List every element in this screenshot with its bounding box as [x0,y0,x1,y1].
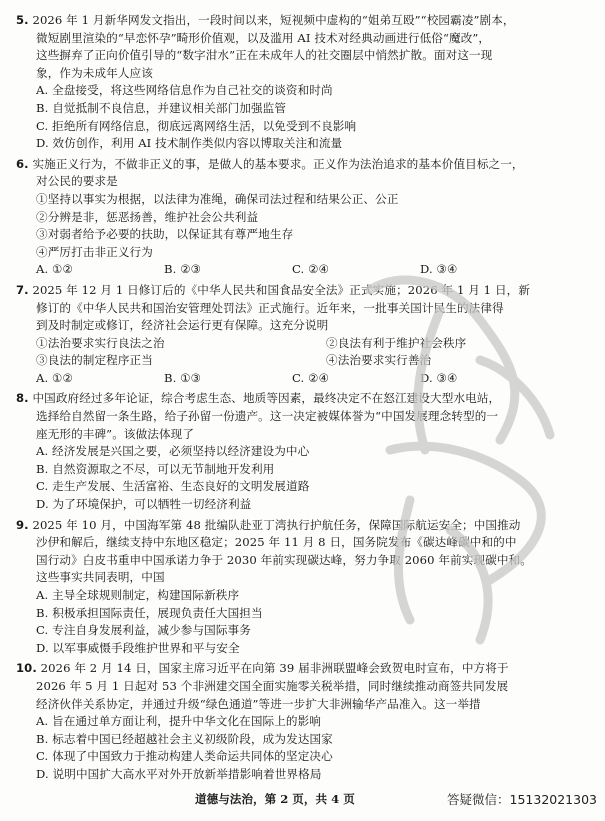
question-stem: 7. 2025 年 12 月 1 日修订后的《中华人民共和国食品安全法》正式实施；2026 年 1 月 1 日，新 [16,282,531,297]
option-d: D. ③④ [420,262,458,277]
contact-info: 答疑微信：15132021303 [447,792,597,807]
statement-2: ②良法有利于维护社会秩序 [326,335,467,350]
question-number: 7. [16,282,29,297]
option-c: C. ②④ [292,262,330,277]
statement-grid [16,335,601,370]
option-c: C. 拒绝所有网络信息，彻底远离网络生活，以免受到不良影响 [36,118,357,133]
question-stem-line: 座无形的丰碑”。该做法体现了 [36,426,195,441]
question-stem-line: 这些事实共同表明，中国 [36,570,165,585]
question-stem-line: 2026 年 5 月 1 日起对 53 个非洲建交国全面实施零关税举措，同时继续推动商签共同发展 [36,678,509,693]
question-stem: 8. 中国政府经过多年论证，综合考虑生态、地质等因素，最终决定不在怒江建设大型水电站， [16,391,501,406]
statement-3: ③对弱者给予必要的扶助，以保证其有尊严地生存 [36,227,294,242]
option-d: D. 为了环境保护，可以牺牲一切经济利益 [36,497,252,512]
question-list [16,12,601,787]
question-stem-line: 修订的《中华人民共和国治安管理处罚法》正式施行。近年来，一批事关国计民生的法律得 [36,300,504,315]
page-footer [0,791,605,811]
statement-1: ①坚持以事实为根据，以法律为准绳，确保司法过程和结果公正、公正 [36,191,399,206]
question-stem-line: 这些摒弃了正向价值引导的“数字泔水”正在未成年人的社交圈层中悄然扩散。面对这一现 [36,48,493,63]
question-7 [16,282,601,388]
statement-2: ②分辨是非，惩恶扬善，维护社会公共利益 [36,209,259,224]
statement-1: ①法治要求实行良法之治 [36,335,165,350]
option-c: C. 体现了中国致力于推动构建人类命运共同体的坚定决心 [36,749,333,764]
question-number: 8. [16,391,29,406]
question-stem-line: 沙伊和解后，继续支持中东地区稳定；2025 年 11 月 8 日，国务院发布《碳达峰碳中和的中 [36,535,517,550]
option-a: A. ①② [36,370,74,385]
option-a: A. ①② [36,262,74,277]
question-stem-line: 选择给自然留一条生路，给子孙留一份遗产。这一决定被媒体誉为“中国发展理念转型的一 [36,409,499,424]
question-5 [16,12,601,153]
option-b: B. 标志着中国已经超越社会主义初级阶段，成为发达国家 [36,731,333,746]
option-d: D. 说明中国扩大高水平对外开放新举措影响着世界格局 [36,766,322,781]
question-number: 9. [16,517,29,532]
question-stem-line: 对公民的要求是 [36,174,118,189]
option-a: A. 旨在通过单方面让利，提升中华文化在国际上的影响 [36,714,322,729]
option-b: B. ②③ [164,262,202,277]
option-d: D. 以军事威慑手段维护世界和平与安全 [36,640,240,655]
question-stem: 9. 2025 年 10 月，中国海军第 48 批编队赴亚丁湾执行护航任务，保障国际航运安全；中国推动 [16,517,521,532]
statement-3: ③良法的制定程序正当 [36,353,153,368]
question-stem-line: 经济伙伴关系协定，并通过升级“绿色通道”等进一步扩大非洲输华产品准入。这一举措 [36,696,481,711]
option-b: B. 积极承担国际责任，展现负责任大国担当 [36,605,263,620]
question-10 [16,660,601,783]
option-c: C. 专注自身发展利益，减少参与国际事务 [36,623,251,638]
option-d: D. ③④ [420,370,458,385]
option-c: C. ②④ [292,370,330,385]
question-stem-line: 国行动》白皮书重申中国承诺力争于 2030 年前实现碳达峰，努力争取 2060 年前实现碳中和。 [36,552,532,567]
question-stem: 5. 2026 年 1 月新华网发文指出，一段时间以来，短视频中虚构的“姐弟互殴”“校园霸凌”剧本， [16,13,515,27]
option-d: D. 效仿创作，利用 AI 技术制作类似内容以博取关注和流量 [36,136,343,151]
question-9 [16,517,601,658]
question-stem-line: 到及时制定或修订，经济社会运行更有保障。这充分说明 [36,318,329,333]
page-info: 道德与法治，第 2 页，共 4 页 [195,792,355,806]
question-stem: 10. 2026 年 2 月 14 日，国家主席习近平在向第 39 届非洲联盟峰会致贺电时宣布，中方将于 [16,661,509,676]
option-b: B. ①③ [164,370,202,385]
option-c: C. 走生产发展、生活富裕、生态良好的文明发展道路 [36,479,310,494]
question-stem-line: 象，作为未成年人应该 [36,65,153,80]
question-stem: 6. 实施正义行为，不做非正义的事，是做人的基本要求。正义作为法治追求的基本价值目标之一， [16,156,524,171]
question-number: 6. [16,156,29,171]
option-a: A. 主导全球规则制定，构建国际新秩序 [36,588,240,602]
statement-4: ④法治要求实行善治 [326,353,432,368]
option-b: B. 自觉抵制不良信息，并建议相关部门加强监管 [36,100,287,115]
option-b: B. 自然资源取之不尽，可以无节制地开发利用 [36,461,275,476]
question-6 [16,156,601,279]
option-a: A. 全盘接受，将这些网络信息作为自己社交的谈资和时尚 [36,83,333,98]
option-row [16,370,601,388]
option-row [16,261,601,279]
option-a: A. 经济发展是兴国之要，必须坚持以经济建设为中心 [36,444,310,459]
question-number: 5. [16,13,29,27]
question-number: 10. [16,661,37,676]
statement-4: ④严厉打击非正义行为 [36,244,153,259]
question-stem-line: 微短剧里渲染的“早恋怀孕”畸形价值观，以及滥用 AI 技术对经典动画进行低俗“魔改”， [36,30,491,45]
question-8 [16,390,601,513]
